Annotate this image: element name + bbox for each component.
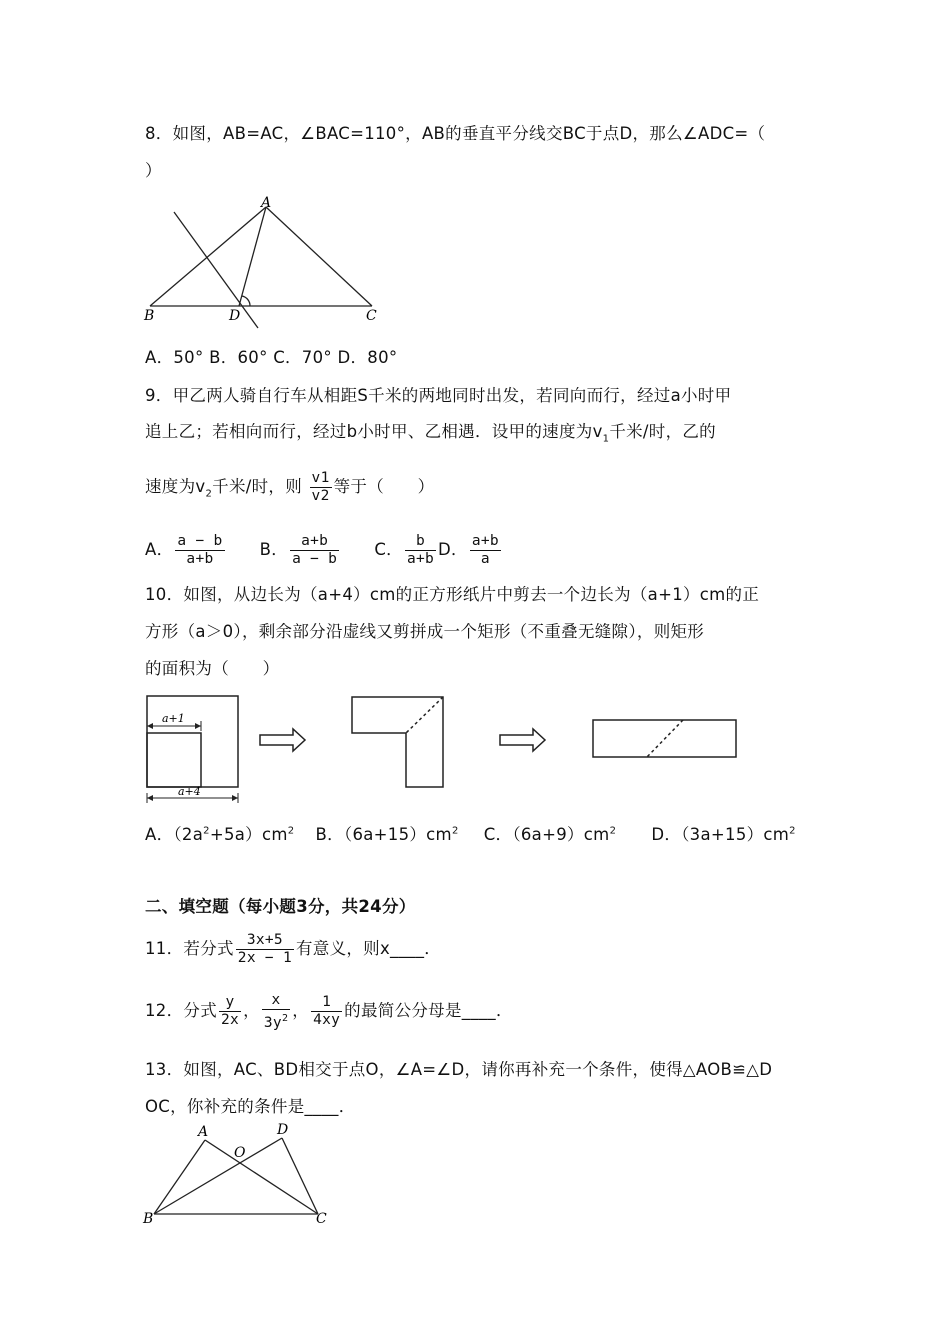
q9-option-c-label: C． bbox=[374, 540, 403, 559]
q10-small-square bbox=[147, 733, 201, 787]
q9-line2-sub: 1 bbox=[602, 433, 610, 445]
q13-segment-ba bbox=[154, 1140, 205, 1214]
q9-option-a-label: A． bbox=[145, 540, 174, 559]
q13-crossed-triangles-figure bbox=[140, 1118, 340, 1228]
q10-stem-line3: 的面积为（ ） bbox=[145, 659, 280, 678]
q9-option-a-fraction bbox=[175, 533, 224, 568]
q9-option-b-den: a − b bbox=[292, 551, 338, 567]
q9-option-a-den: a+b bbox=[186, 551, 214, 567]
q8-perpendicular-bisector bbox=[174, 212, 258, 328]
q8-label-a: A bbox=[261, 195, 272, 211]
q10-l-dashed-cut bbox=[406, 697, 443, 733]
q8-label-b: B bbox=[144, 308, 155, 324]
q9-options bbox=[145, 530, 503, 570]
q9-stem-line1: 9．甲乙两人骑自行车从相距S千米的两地同时出发，若同向而行，经过a小时甲 bbox=[145, 386, 732, 405]
q9-line3-text-a: 速度为v bbox=[145, 477, 206, 496]
q11-post: 有意义，则x____． bbox=[295, 939, 442, 958]
q10-rect-dashed-cut bbox=[647, 720, 683, 757]
q10-option-a: A．$(2a^2+5a)cm^2$ bbox=[145, 824, 295, 844]
q10-label-a-plus-4: a+4 bbox=[178, 785, 201, 798]
q9-line3-sub: 2 bbox=[205, 488, 213, 500]
q8-label-c: C bbox=[366, 308, 377, 324]
q8-stem-line1: 8．如图，AB=AC，∠BAC=110°，AB的垂直平分线交BC于点D，那么∠ADC=（ bbox=[145, 124, 766, 143]
q12-line: 12．分式 $\frac{y}{2x}$ ， $\frac{x}{3y^2}$ ， $\frac{1}{4xy}$ 的最简公分母是____． bbox=[145, 991, 513, 1031]
q8-triangle-figure bbox=[140, 195, 390, 330]
q9-stem-line2 bbox=[145, 421, 716, 450]
q11-line bbox=[145, 928, 441, 970]
q9-option-d-label: D． bbox=[438, 540, 468, 559]
q8-side-ab bbox=[150, 207, 266, 306]
q10-stem-line1: 10．如图，从边长为（a+4）cm的正方形纸片中剪去一个边长为（a+1）cm的正 bbox=[145, 585, 760, 604]
q13-stem-line2: OC，你补充的条件是____． bbox=[145, 1097, 356, 1116]
q11-pre: 11．若分式 bbox=[145, 939, 234, 958]
q9-option-a-num: a − b bbox=[177, 533, 223, 549]
q12-fraction-1: $\frac{y}{2x}$ bbox=[221, 994, 240, 1028]
q9-ratio-fraction bbox=[310, 470, 332, 505]
q10-arrow-1-icon bbox=[260, 729, 305, 751]
q9-line2-text-b: 千米/时，乙的 bbox=[609, 422, 716, 441]
q9-option-d-fraction bbox=[470, 533, 501, 568]
q9-option-b-fraction bbox=[290, 533, 339, 568]
q10-stem-line2: 方形（a＞0），剩余部分沿虚线又剪拼成一个矩形（不重叠无缝隙），则矩形 bbox=[145, 622, 705, 641]
q8-segment-ad bbox=[239, 207, 266, 306]
q13-label-d: D bbox=[277, 1122, 289, 1138]
q10-option-c: C．$(6a+9)cm^2$ bbox=[483, 824, 617, 844]
q11-numerator: 3x+5 bbox=[236, 932, 294, 950]
q10-option-d: D．$(3a+15)cm^2$ bbox=[651, 824, 796, 844]
q8-angle-adc-arc bbox=[242, 296, 250, 306]
q9-option-c-num: b bbox=[405, 533, 436, 551]
q11-denominator: 2x − 1 bbox=[237, 950, 292, 966]
q9-line2-text-a: 追上乙；若相向而行，经过b小时甲、乙相遇．设甲的速度为v bbox=[145, 422, 603, 441]
q10-arrow-2-icon bbox=[500, 729, 545, 751]
q12-pre: 12．分式 bbox=[145, 1001, 217, 1020]
section2-title: 二、填空题（每小题3分，共24分） bbox=[145, 897, 416, 916]
q8-options: A．50° B．60° C．70° D．80° bbox=[145, 348, 398, 367]
q9-stem-line3 bbox=[145, 465, 434, 516]
q13-label-c: C bbox=[316, 1211, 327, 1227]
q11-fraction bbox=[236, 932, 294, 967]
q8-label-d: D bbox=[229, 308, 241, 324]
q10-cutting-figure bbox=[140, 690, 750, 810]
q13-segment-bd bbox=[154, 1138, 282, 1214]
q9-option-b-label: B． bbox=[259, 540, 289, 559]
q12-fraction-3: $\frac{1}{4xy}$ bbox=[313, 994, 341, 1028]
q9-ratio-denominator: v2 bbox=[311, 488, 330, 504]
q10-option-b: B．$(6a+15)cm^2$ bbox=[315, 824, 459, 844]
q9-option-d-den: a bbox=[480, 551, 490, 567]
q10-label-a-plus-1: a+1 bbox=[162, 712, 185, 725]
q9-option-c-den: a+b bbox=[406, 551, 435, 567]
q12-post: 的最简公分母是____． bbox=[344, 1001, 513, 1020]
q12-fraction-2: $\frac{x}{3y^2}$ bbox=[263, 991, 289, 1031]
q9-option-b-num: a+b bbox=[290, 533, 339, 551]
q10-big-square bbox=[147, 696, 238, 787]
q9-line3-text-c: 等于（ ） bbox=[333, 477, 435, 496]
q13-label-a: A bbox=[198, 1124, 209, 1140]
q9-ratio-numerator: v1 bbox=[311, 470, 330, 486]
q13-stem-line1: 13．如图，AC、BD相交于点O，∠A=∠D，请你再补充一个条件，使得△AOB≌△D bbox=[145, 1060, 773, 1079]
q8-side-ac bbox=[266, 207, 372, 306]
q9-option-d-num: a+b bbox=[471, 533, 499, 549]
q13-label-b: B bbox=[143, 1211, 154, 1227]
q9-option-c-fraction bbox=[405, 533, 436, 568]
q10-options bbox=[145, 820, 796, 846]
q13-label-o: O bbox=[234, 1145, 246, 1161]
q8-stem-line2: ） bbox=[145, 161, 162, 180]
q9-line3-text-b: 千米/时，则 bbox=[212, 477, 302, 496]
